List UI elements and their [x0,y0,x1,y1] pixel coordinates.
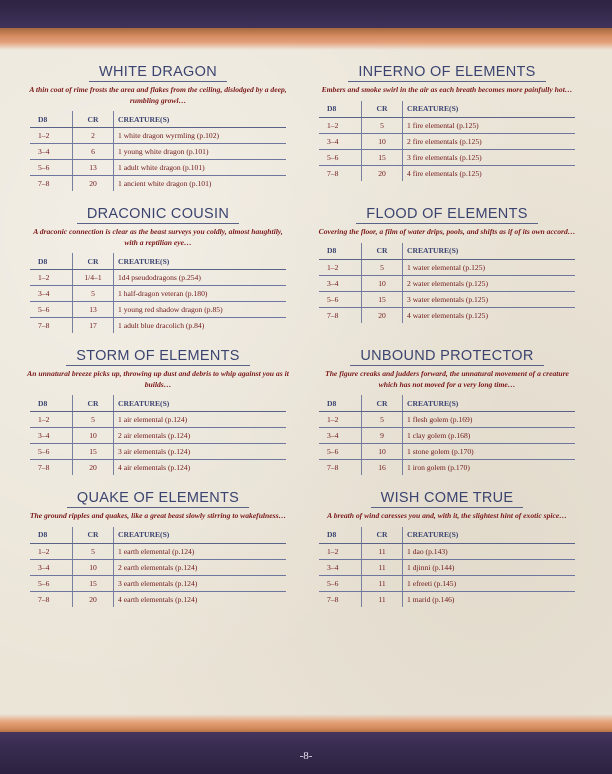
encounter-table [30,253,286,333]
cell-cr: 15 [73,575,114,591]
header-d8: D8 [30,527,73,544]
section-title: WISH COME TRUE [371,490,524,508]
table-row [30,428,286,444]
header-d8: D8 [319,101,362,118]
header-creatures: CREATURE(S) [114,111,287,128]
encounter-table [319,527,575,607]
cell-d8: 1–2 [30,270,73,286]
section-flavor-text: A draconic connection is clear as the beast surveys you coldly, almost haughtily, with a reptilian eye… [33,227,283,247]
table-row [30,460,286,476]
cell-creature: 1 adult blue dracolich (p.84) [118,321,205,330]
table-row [319,460,575,476]
table-row [319,559,575,575]
cell-cr: 11 [362,591,403,607]
section-flavor-text: A breath of wind caresses you and, with it, the slightest hint of exotic spice… [327,511,567,520]
cell-creature: 1 young white dragon (p.101) [114,144,287,160]
table-row [30,144,286,160]
header-creatures: CREATURE(S) [114,395,287,412]
table-row [319,275,575,291]
top-torn-edge [0,28,612,50]
cell-creature: 1 clay golem (p.168) [403,428,576,444]
encounter-table [30,395,286,475]
encounter-table [30,111,286,191]
encounter-table [30,527,286,607]
cell-cr: 11 [362,543,403,559]
header-cr: CR [362,101,403,118]
cell-creature: 4 water elementals (p.125) [407,310,488,320]
cell-d8: 3–4 [319,559,362,575]
cell-creature: 2 fire elementals (p.125) [403,133,576,149]
cell-d8: 1–2 [30,543,73,559]
cell-d8: 3–4 [30,559,73,575]
table-row [30,412,286,428]
cell-creature: 1 young red shadow dragon (p.85) [114,302,287,318]
header-d8: D8 [319,527,362,544]
encounter-table [319,243,575,323]
section-wish-come-true [313,490,581,632]
section-title: WHITE DRAGON [89,64,227,82]
cell-creature: 1 white dragon wyrmling (p.102) [114,128,287,144]
header-creatures: CREATURE(S) [403,527,576,544]
section-title: QUAKE OF ELEMENTS [67,490,249,508]
cell-creature: 2 water elementals (p.125) [403,275,576,291]
cell-cr: 10 [362,444,403,460]
cell-d8: 1–2 [30,412,73,428]
table-row [319,117,575,133]
header-creatures: CREATURE(S) [403,243,576,260]
header-d8: D8 [319,243,362,260]
table-row [30,160,286,176]
table-row [319,133,575,149]
encounter-table [319,101,575,181]
cell-creature: 3 water elementals (p.125) [403,291,576,307]
header-cr: CR [73,111,114,128]
section-inferno-of-elements [313,64,581,206]
section-white-dragon [24,64,292,206]
section-title: DRACONIC COUSIN [77,206,239,224]
right-column [313,64,581,632]
table-row [319,149,575,165]
table-row [319,307,575,323]
cell-creature: 1 earth elemental (p.124) [114,543,287,559]
cell-d8: 1–2 [319,543,362,559]
cell-d8: 3–4 [30,144,73,160]
cell-cr: 11 [362,559,403,575]
cell-cr: 5 [362,117,403,133]
cell-d8: 7–8 [319,591,362,607]
cell-cr: 5 [73,412,114,428]
cell-cr: 1/4–1 [73,270,114,286]
cell-d8: 5–6 [30,302,73,318]
cell-cr: 6 [73,144,114,160]
section-title: INFERNO OF ELEMENTS [348,64,545,82]
cell-cr: 10 [362,133,403,149]
cell-cr: 5 [73,286,114,302]
cell-d8: 7–8 [30,318,73,334]
section-draconic-cousin [24,206,292,348]
cell-d8: 7–8 [319,165,362,181]
cell-d8: 3–4 [319,133,362,149]
section-storm-of-elements [24,348,292,490]
cell-creature: 1 water elemental (p.125) [403,259,576,275]
table-row [30,575,286,591]
header-creatures: CREATURE(S) [403,395,576,412]
left-column [24,64,292,632]
header-d8: D8 [30,395,73,412]
header-cr: CR [73,253,114,270]
section-quake-of-elements [24,490,292,632]
cell-creature: 1 iron golem (p.170) [407,463,470,472]
table-row [30,128,286,144]
cell-d8: 3–4 [30,286,73,302]
table-row [319,575,575,591]
cell-cr: 20 [73,176,114,192]
cell-d8: 1–2 [319,117,362,133]
section-flavor-text: An unnatural breeze picks up, throwing up dust and debris to whip against you as it builds… [27,369,289,389]
cell-d8: 7–8 [319,307,362,323]
section-title: UNBOUND PROTECTOR [350,348,543,366]
cell-cr: 2 [73,128,114,144]
cell-creature: 4 fire elementals (p.125) [407,168,482,178]
table-row [319,259,575,275]
header-creatures: CREATURE(S) [403,101,576,118]
table-row [319,444,575,460]
cell-creature: 2 air elementals (p.124) [114,428,287,444]
cell-d8: 7–8 [319,460,362,476]
cell-d8: 5–6 [30,575,73,591]
cell-creature: 1 marid (p.146) [407,594,455,604]
cell-cr: 10 [73,559,114,575]
table-row [30,270,286,286]
header-creatures: CREATURE(S) [114,527,287,544]
encounter-table [319,395,575,475]
cell-d8: 7–8 [30,460,73,476]
header-cr: CR [73,395,114,412]
cell-cr: 5 [362,412,403,428]
section-flood-of-elements [313,206,581,348]
cell-d8: 5–6 [30,160,73,176]
header-creatures: CREATURE(S) [114,253,287,270]
cell-creature: 4 earth elementals (p.124) [118,594,198,604]
cell-cr: 17 [73,318,114,334]
cell-d8: 5–6 [319,575,362,591]
section-flavor-text: Covering the floor, a film of water drips, pools, and shifts as if of its own accord… [318,227,576,236]
table-row [319,165,575,181]
table-row [30,302,286,318]
section-unbound-protector [313,348,581,490]
cell-creature: 4 air elementals (p.124) [118,463,191,472]
cell-creature: 1 air elemental (p.124) [114,412,287,428]
cell-creature: 3 air elementals (p.124) [114,444,287,460]
cell-cr: 15 [362,149,403,165]
cell-cr: 13 [73,302,114,318]
section-title: FLOOD OF ELEMENTS [356,206,537,224]
table-row [319,428,575,444]
section-flavor-text: The figure creaks and judders forward, the unnatural movement of a creature which has not moved for a very long time… [325,369,569,389]
cell-d8: 7–8 [30,591,73,607]
cell-cr: 5 [73,543,114,559]
table-row [30,591,286,607]
header-cr: CR [362,395,403,412]
cell-d8: 5–6 [319,149,362,165]
table-row [319,412,575,428]
cell-creature: 3 fire elementals (p.125) [403,149,576,165]
cell-d8: 5–6 [30,444,73,460]
table-row [30,444,286,460]
cell-cr: 5 [362,259,403,275]
header-cr: CR [362,243,403,260]
cell-d8: 3–4 [319,428,362,444]
cell-d8: 7–8 [30,176,73,192]
header-d8: D8 [30,253,73,270]
cell-cr: 10 [73,428,114,444]
table-row [319,591,575,607]
cell-d8: 3–4 [30,428,73,444]
cell-cr: 20 [73,460,114,476]
cell-creature: 1 ancient white dragon (p.101) [118,179,212,188]
section-flavor-text: The ground ripples and quakes, like a great beast slowly stirring to wakefulness… [29,511,287,520]
cell-cr: 20 [362,307,403,323]
table-row [30,286,286,302]
section-flavor-text: Embers and smoke swirl in the air as each breath becomes more painfully hot… [321,85,573,94]
cell-creature: 1 adult white dragon (p.101) [114,160,287,176]
table-row [319,291,575,307]
cell-creature: 1 djinni (p.144) [403,559,576,575]
cell-cr: 20 [73,591,114,607]
cell-creature: 1 stone golem (p.170) [403,444,576,460]
header-cr: CR [362,527,403,544]
cell-creature: 1 half-dragon veteran (p.180) [114,286,287,302]
cell-cr: 15 [73,444,114,460]
cell-creature: 1d4 pseudodragons (p.254) [114,270,287,286]
cell-cr: 13 [73,160,114,176]
section-flavor-text: A thin coat of rime frosts the area and flakes from the ceiling, dislodged by a deep, rumbling growl… [29,85,287,105]
table-row [319,543,575,559]
cell-cr: 9 [362,428,403,444]
cell-creature: 2 earth elementals (p.124) [114,559,287,575]
cell-d8: 1–2 [319,412,362,428]
table-row [30,176,286,192]
cell-cr: 20 [362,165,403,181]
cell-d8: 5–6 [319,444,362,460]
cell-creature: 1 efreeti (p.145) [403,575,576,591]
header-d8: D8 [30,111,73,128]
cell-cr: 11 [362,575,403,591]
cell-d8: 5–6 [319,291,362,307]
cell-d8: 3–4 [319,275,362,291]
cell-creature: 3 earth elementals (p.124) [114,575,287,591]
table-row [30,543,286,559]
cell-cr: 15 [362,291,403,307]
cell-creature: 1 flesh golem (p.169) [403,412,576,428]
table-row [30,318,286,334]
cell-creature: 1 dao (p.143) [403,543,576,559]
cell-d8: 1–2 [30,128,73,144]
cell-cr: 16 [362,460,403,476]
page-number: -8- [299,750,313,762]
table-row [30,559,286,575]
header-d8: D8 [319,395,362,412]
cell-cr: 10 [362,275,403,291]
header-cr: CR [73,527,114,544]
cell-d8: 1–2 [319,259,362,275]
section-title: STORM OF ELEMENTS [66,348,250,366]
cell-creature: 1 fire elemental (p.125) [403,117,576,133]
